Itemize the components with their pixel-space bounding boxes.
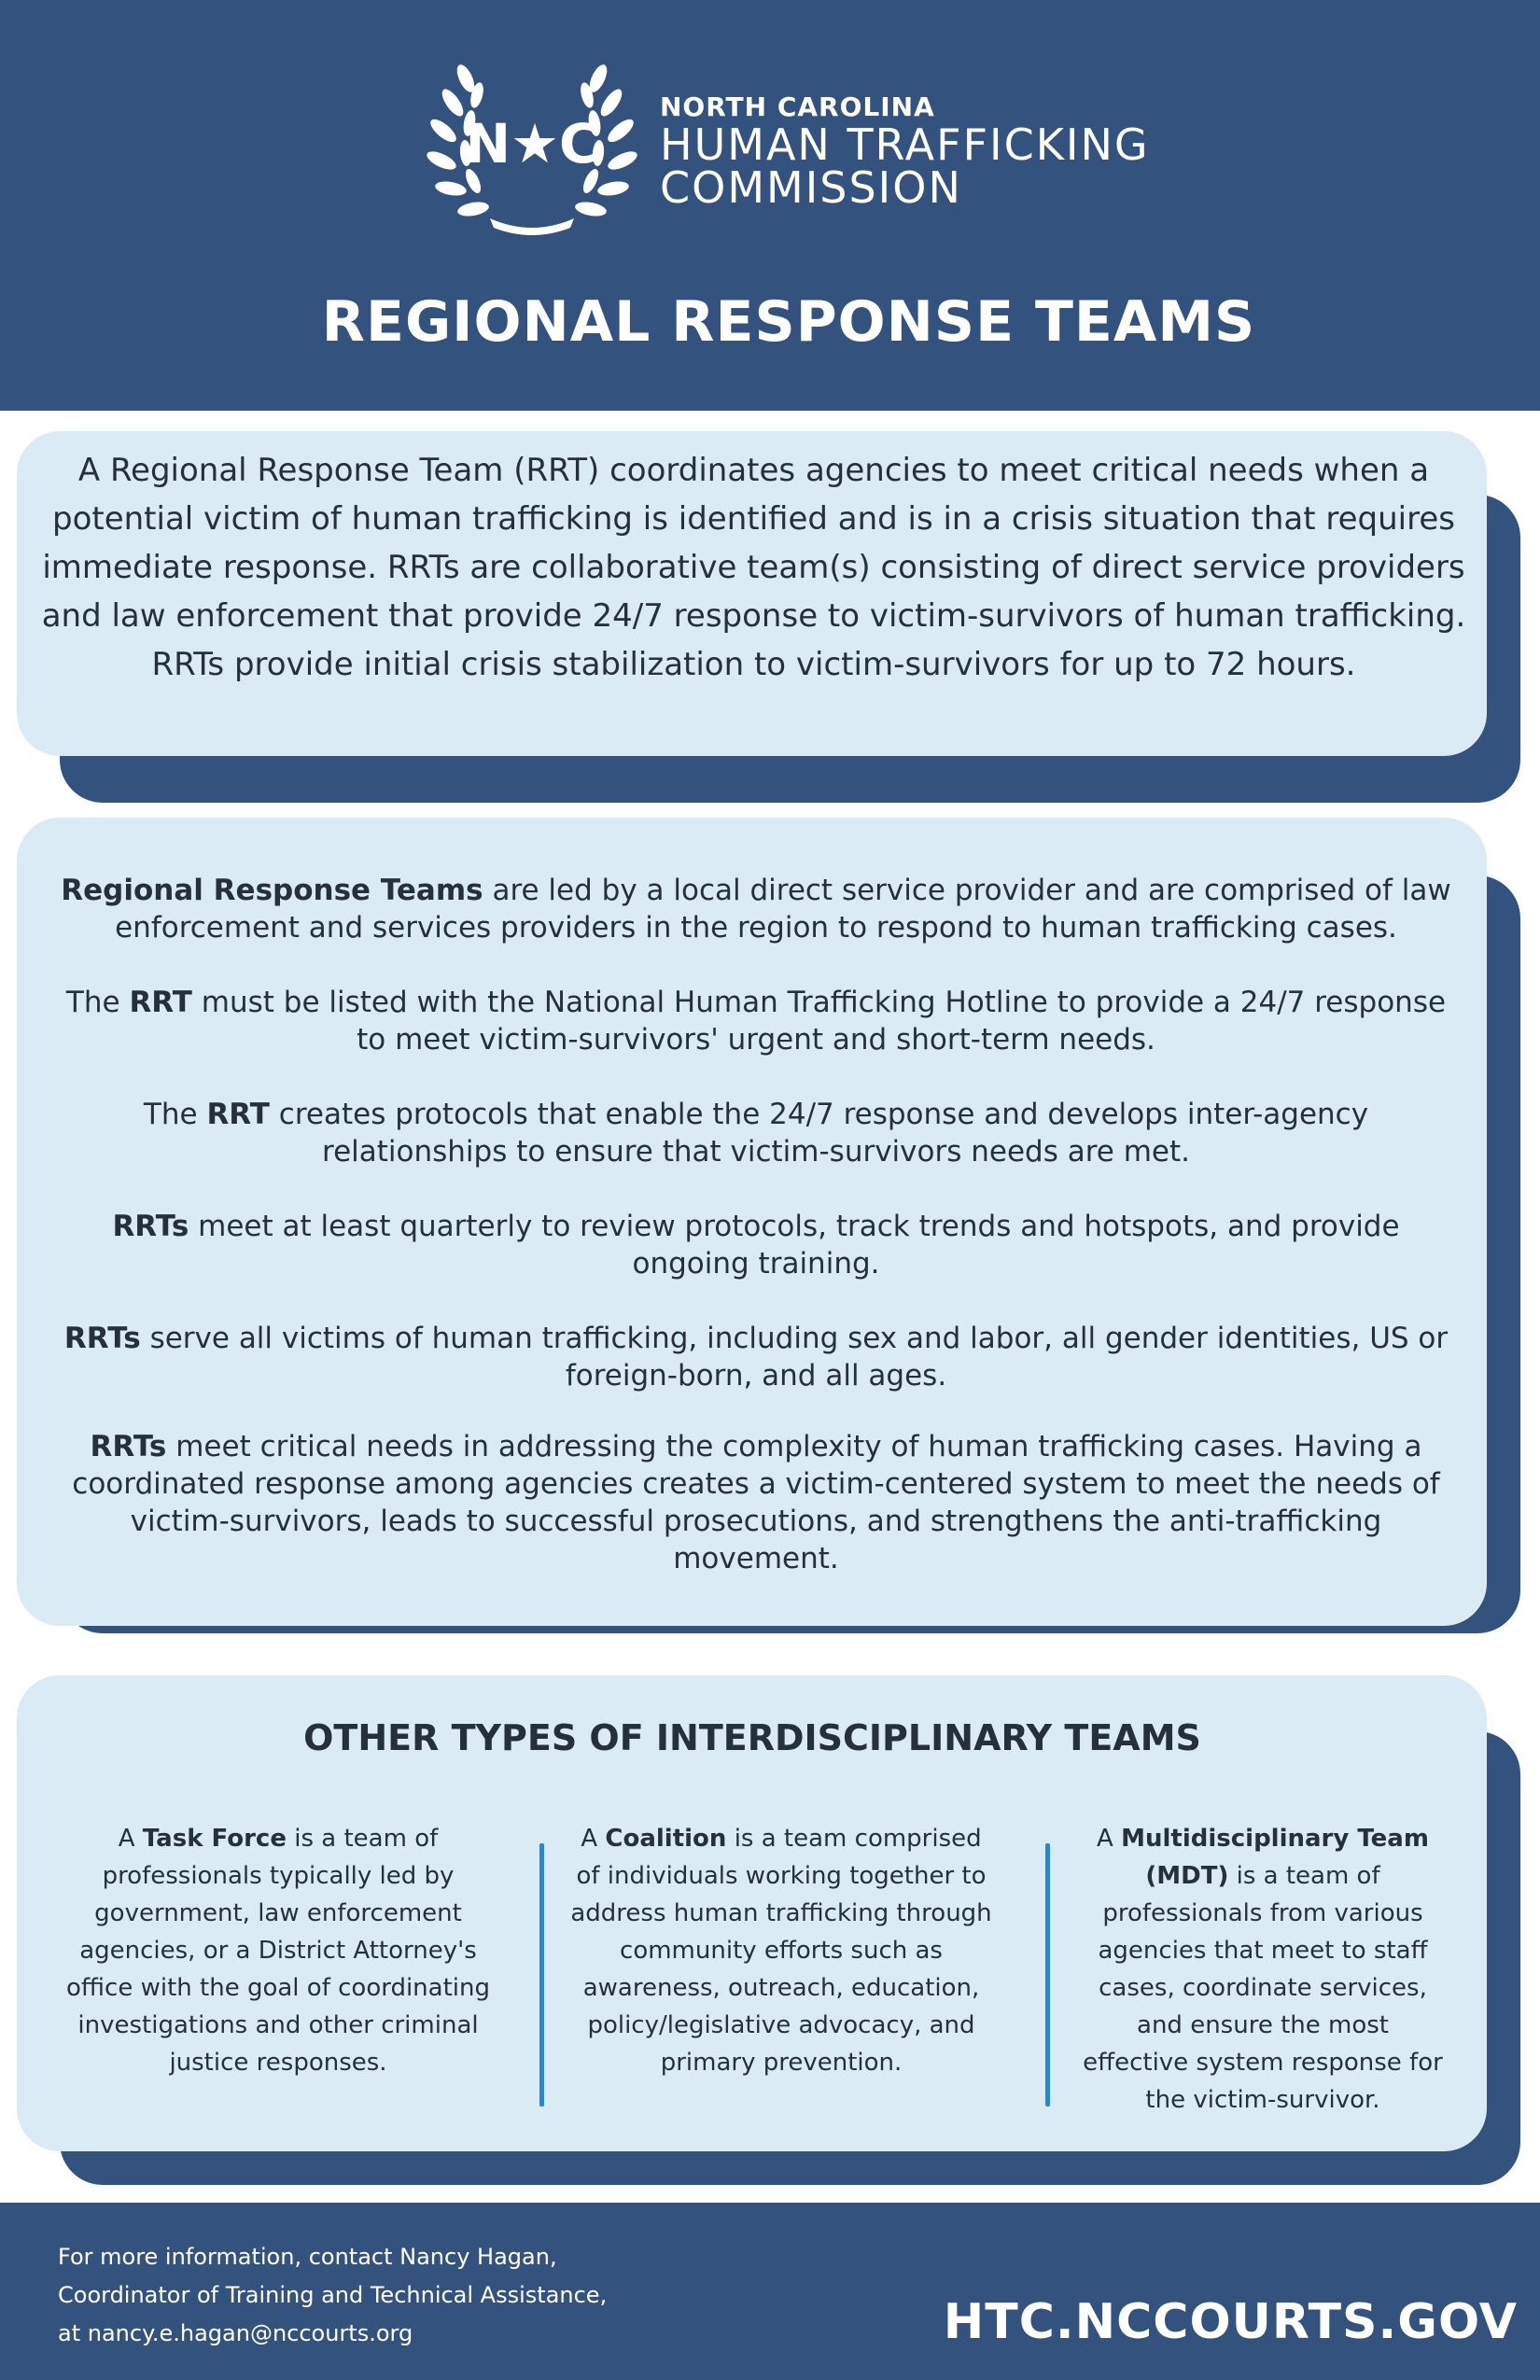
detail-text: serve all victims of human trafficking, including sex and labor, all gender identities, US or foreign-born, and all ages.: [140, 1322, 1449, 1393]
page-title: REGIONAL RESPONSE TEAMS: [321, 289, 1256, 355]
detail-text: meet at least quarterly to review protocols, track trends and hotspots, and provide ongoing training.: [189, 1210, 1400, 1281]
organization-name: [660, 91, 1150, 213]
contact-line: For more information, contact Nancy Hagan,: [58, 2244, 557, 2270]
detail-bold: Regional Response Teams: [61, 874, 483, 907]
column-prefix: A: [1097, 1825, 1122, 1853]
detail-text: meet critical needs in addressing the complexity of human trafficking cases. Having a coordinated response among agencies creates a victim-centered system to meet the needs of victim-survivors, leads to successful prosecutions, and strengthens the anti-trafficking movement.: [72, 1430, 1440, 1575]
column-prefix: A: [581, 1825, 606, 1853]
contact-line: Coordinator of Training and Technical Assistance,: [58, 2282, 608, 2308]
column-text: is a team comprised of individuals working together to address human trafficking through community efforts such as awareness, outreach, education, policy/legislative advocacy, and primary prevention.: [570, 1825, 992, 2077]
column-divider: [539, 1843, 544, 2107]
detail-bold: RRTs: [63, 1322, 141, 1355]
contact-email[interactable]: at nancy.e.hagan@nccourts.org: [58, 2320, 413, 2346]
mdt-column: [1081, 1820, 1445, 2119]
column-prefix: A: [118, 1825, 143, 1853]
laurel-logo-icon: [425, 58, 639, 235]
column-text: is a team of professionals from various agencies that meet to staff cases, coordinate services, and ensure the most effective system response for the victim-survivor.: [1083, 1862, 1443, 2114]
column-text: is a team of professionals typically led by government, law enforcement agencies, or a District Attorney's office with the goal of coordinating investigations and other criminal justice responses.: [66, 1825, 490, 2077]
column-bold: Task Force: [142, 1825, 287, 1853]
contact-info: [58, 2238, 607, 2353]
detail-prefix: The: [143, 1098, 207, 1131]
intro-text: A Regional Response Team (RRT) coordinates agencies to meet critical needs when a potential victim of human trafficking is identified and is in a crisis situation that requires immediate response. RRTs are collaborative team(s) consisting of direct service providers and law enforcement that provide 24/7 response to victim-survivors of human trafficking. RRTs provide initial crisis stabilization to victim-survivors for up to 72 hours.: [41, 452, 1466, 683]
detail-text: must be listed with the National Human Trafficking Hotline to provide a 24/7 response to meet victim-survivors' urgent and short-term needs.: [191, 986, 1447, 1057]
org-name-line3: COMMISSION: [660, 162, 962, 213]
detail-paragraph: [51, 1428, 1461, 1577]
detail-bold: RRT: [206, 1098, 270, 1131]
column-bold: Coalition: [605, 1825, 727, 1853]
detail-text: creates protocols that enable the 24/7 response and develops inter-agency relationships to ensure that victim-survivors needs are met.: [269, 1098, 1369, 1169]
org-name-line1: NORTH CAROLINA: [660, 91, 935, 122]
detail-paragraph: [51, 984, 1461, 1058]
detail-paragraph: [51, 872, 1461, 946]
coalition-column: [567, 1820, 996, 2081]
website-link[interactable]: HTC.NCCOURTS.GOV: [943, 2294, 1518, 2350]
detail-paragraph: [51, 1320, 1461, 1394]
detail-paragraph: [51, 1208, 1461, 1282]
detail-text: are led by a local direct service provider and are comprised of law enforcement and services providers in the region to respond to human trafficking cases.: [115, 874, 1451, 945]
logo-monogram: N★C: [465, 112, 599, 175]
column-divider: [1045, 1843, 1050, 2107]
detail-bold: RRTs: [90, 1430, 167, 1463]
task-force-column: [54, 1820, 502, 2081]
org-name-line2: HUMAN TRAFFICKING: [660, 119, 1150, 170]
other-teams-heading: OTHER TYPES OF INTERDISCIPLINARY TEAMS: [303, 1717, 1201, 1758]
column-bold: Multidisciplinary Team (MDT): [1121, 1825, 1429, 1890]
detail-paragraph: [51, 1096, 1461, 1170]
detail-prefix: The: [65, 986, 130, 1019]
detail-bold: RRT: [129, 986, 192, 1019]
detail-bold: RRTs: [112, 1210, 189, 1243]
